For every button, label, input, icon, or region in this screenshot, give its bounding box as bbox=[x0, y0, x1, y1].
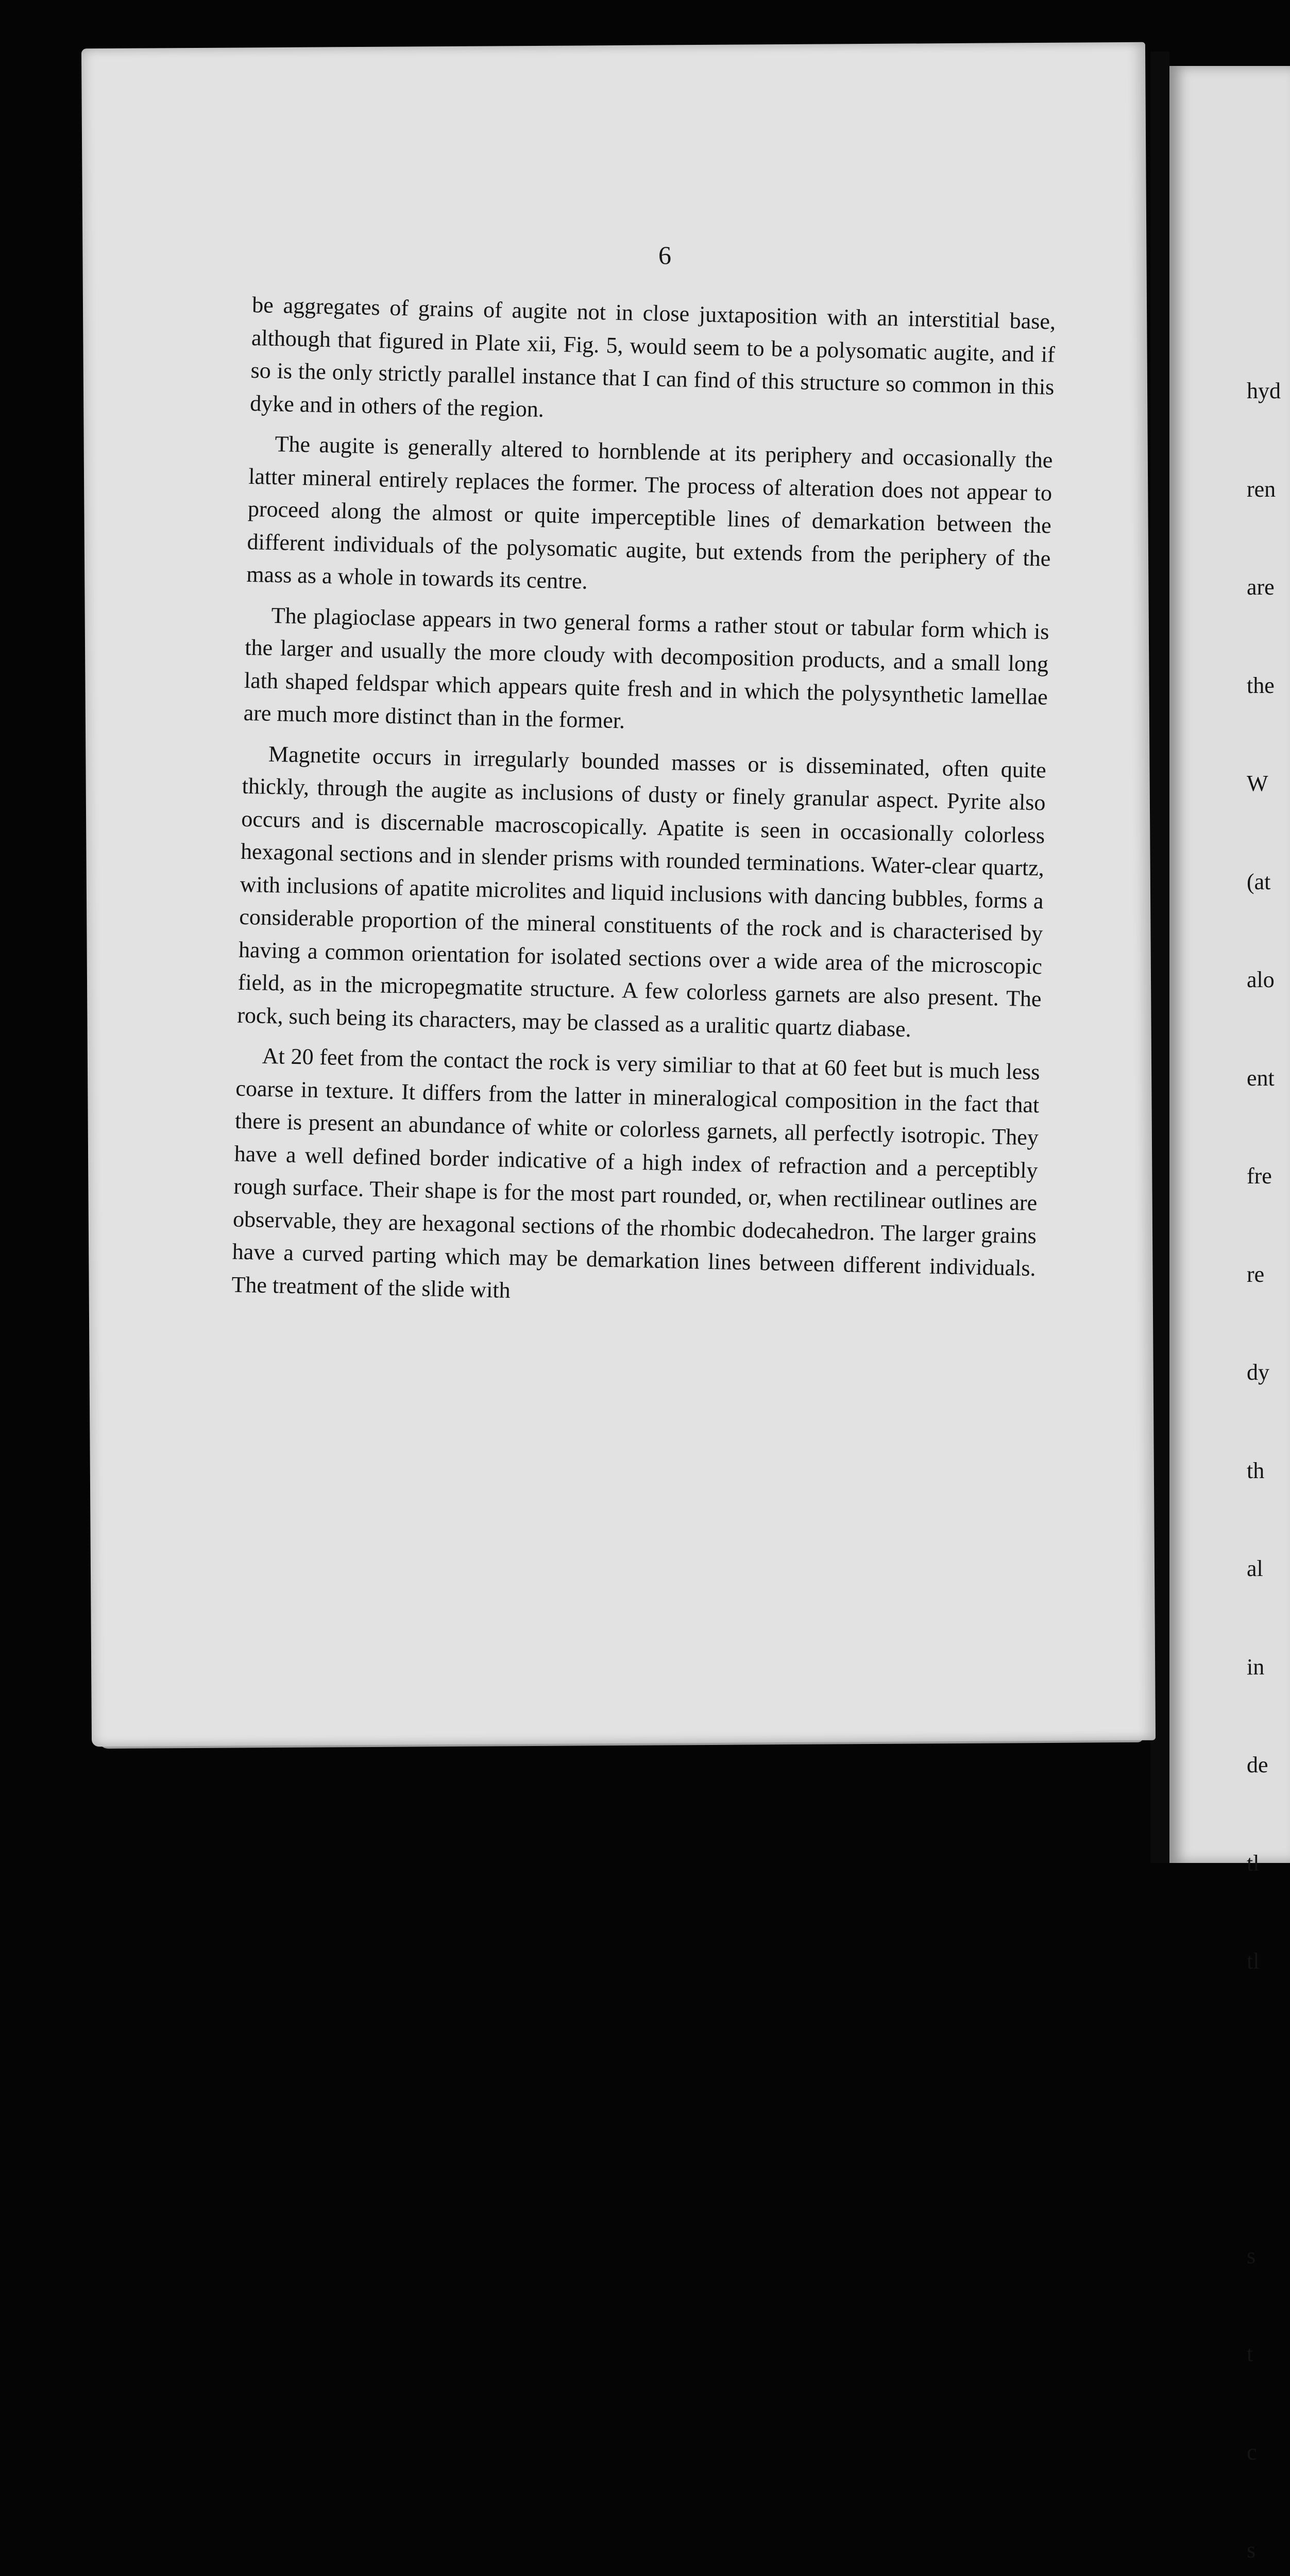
fragment-line: s bbox=[1247, 2243, 1256, 2268]
fragment-line: tl bbox=[1247, 1948, 1260, 1974]
paragraph-5: At 20 feet from the contact the rock is very similiar to that at 60 feet but is much less coarse in texture. It differs from the latter in mineralogical composition in the fact that there is present an abundance of white or colorless garnets, all perfectly isotropic. They have a well defined border indicative of a high index of refraction and a perceptibly rough surface. Their shape is for the most part rounded, or, when rectilinear outlines are observable, they are hexagonal sections of the rhombic dodecahedron. The larger grains have a curved parting which may be demarkation lines between different individuals. The treatment of the slide with bbox=[231, 1043, 1040, 1303]
fragment-line: the bbox=[1247, 672, 1275, 698]
fragment-line: c bbox=[1247, 2439, 1257, 2465]
fragment-line: are bbox=[1247, 574, 1275, 600]
paragraph-3: The plagioclase appears in two general forms a rather stout or tabular form which is the larger and usually the more cloudy with decomposition products, and a small long lath shaped feldspar which appears quite fresh and in which the polysynthetic lamellae are much more distinct than in the former. bbox=[243, 602, 1049, 734]
fragment-line: t bbox=[1247, 2341, 1253, 2366]
fragment-line: al bbox=[1247, 1556, 1263, 1581]
fragment-line: W bbox=[1247, 771, 1268, 796]
paragraph-2: The augite is generally altered to hornblende at its periphery and occasionally the latter mineral entirely replaces the former. The process of alteration does not appear to proceed along the almost or quite imperceptible lines of demarkation between the different individuals of the polysomatic augite, but extends from the periphery of the mass as a whole in towards its centre. bbox=[246, 431, 1053, 594]
fragment-line: hyd bbox=[1247, 378, 1281, 403]
fragment-line: re bbox=[1247, 1261, 1265, 1287]
fragment-line: de bbox=[1247, 1752, 1268, 1777]
fragment-line: (at bbox=[1247, 869, 1271, 894]
adjacent-page-text bbox=[1247, 309, 1281, 2576]
fragment-line bbox=[1247, 2043, 1281, 2076]
fragment-line: dy bbox=[1247, 1360, 1269, 1385]
paragraph-4: Magnetite occurs in irregularly bounded masses or is disseminated, often quite thickly, through the augite as inclusions of dusty or finely granular aspect. Pyrite also occurs and is discernable macroscopically. Apatite is seen in occasionally colorless hexagonal sections and in slender prisms with rounded terminations. Water-clear quartz, with inclusions of apatite microlites and liquid inclusions with dancing bubbles, forms a considerable proportion of the mineral constituents of the rock and is characterised by having a common orientation for isolated sections over a wide area of the microscopic field, as in the micropegmatite structure. A few colorless garnets are also present. The rock, such being its characters, may be classed as a uralitic quartz diabase. bbox=[236, 741, 1047, 1042]
fragment-line: th bbox=[1247, 1458, 1265, 1483]
fragment-line: fre bbox=[1247, 1163, 1272, 1189]
fragment-line: ent bbox=[1247, 1065, 1275, 1091]
fragment-line: ren bbox=[1247, 476, 1276, 502]
fragment-line: in bbox=[1247, 1654, 1265, 1680]
fragment-line: tl bbox=[1247, 1850, 1260, 1876]
fragment-line bbox=[1247, 2141, 1281, 2174]
page-body-text bbox=[231, 289, 1056, 1325]
paragraph-1: be aggregates of grains of augite not in close juxtaposition with an interstitial base, although that figured in Plate xii, Fig. 5, would seem to be a polysomatic augite, and if so is the only strictly parallel instance that I can find of this structure so common in this dyke and in others of the region. bbox=[249, 292, 1056, 422]
fragment-line: alo bbox=[1247, 967, 1275, 992]
page-number: 6 bbox=[658, 241, 671, 269]
fragment-line: s bbox=[1247, 2537, 1256, 2563]
